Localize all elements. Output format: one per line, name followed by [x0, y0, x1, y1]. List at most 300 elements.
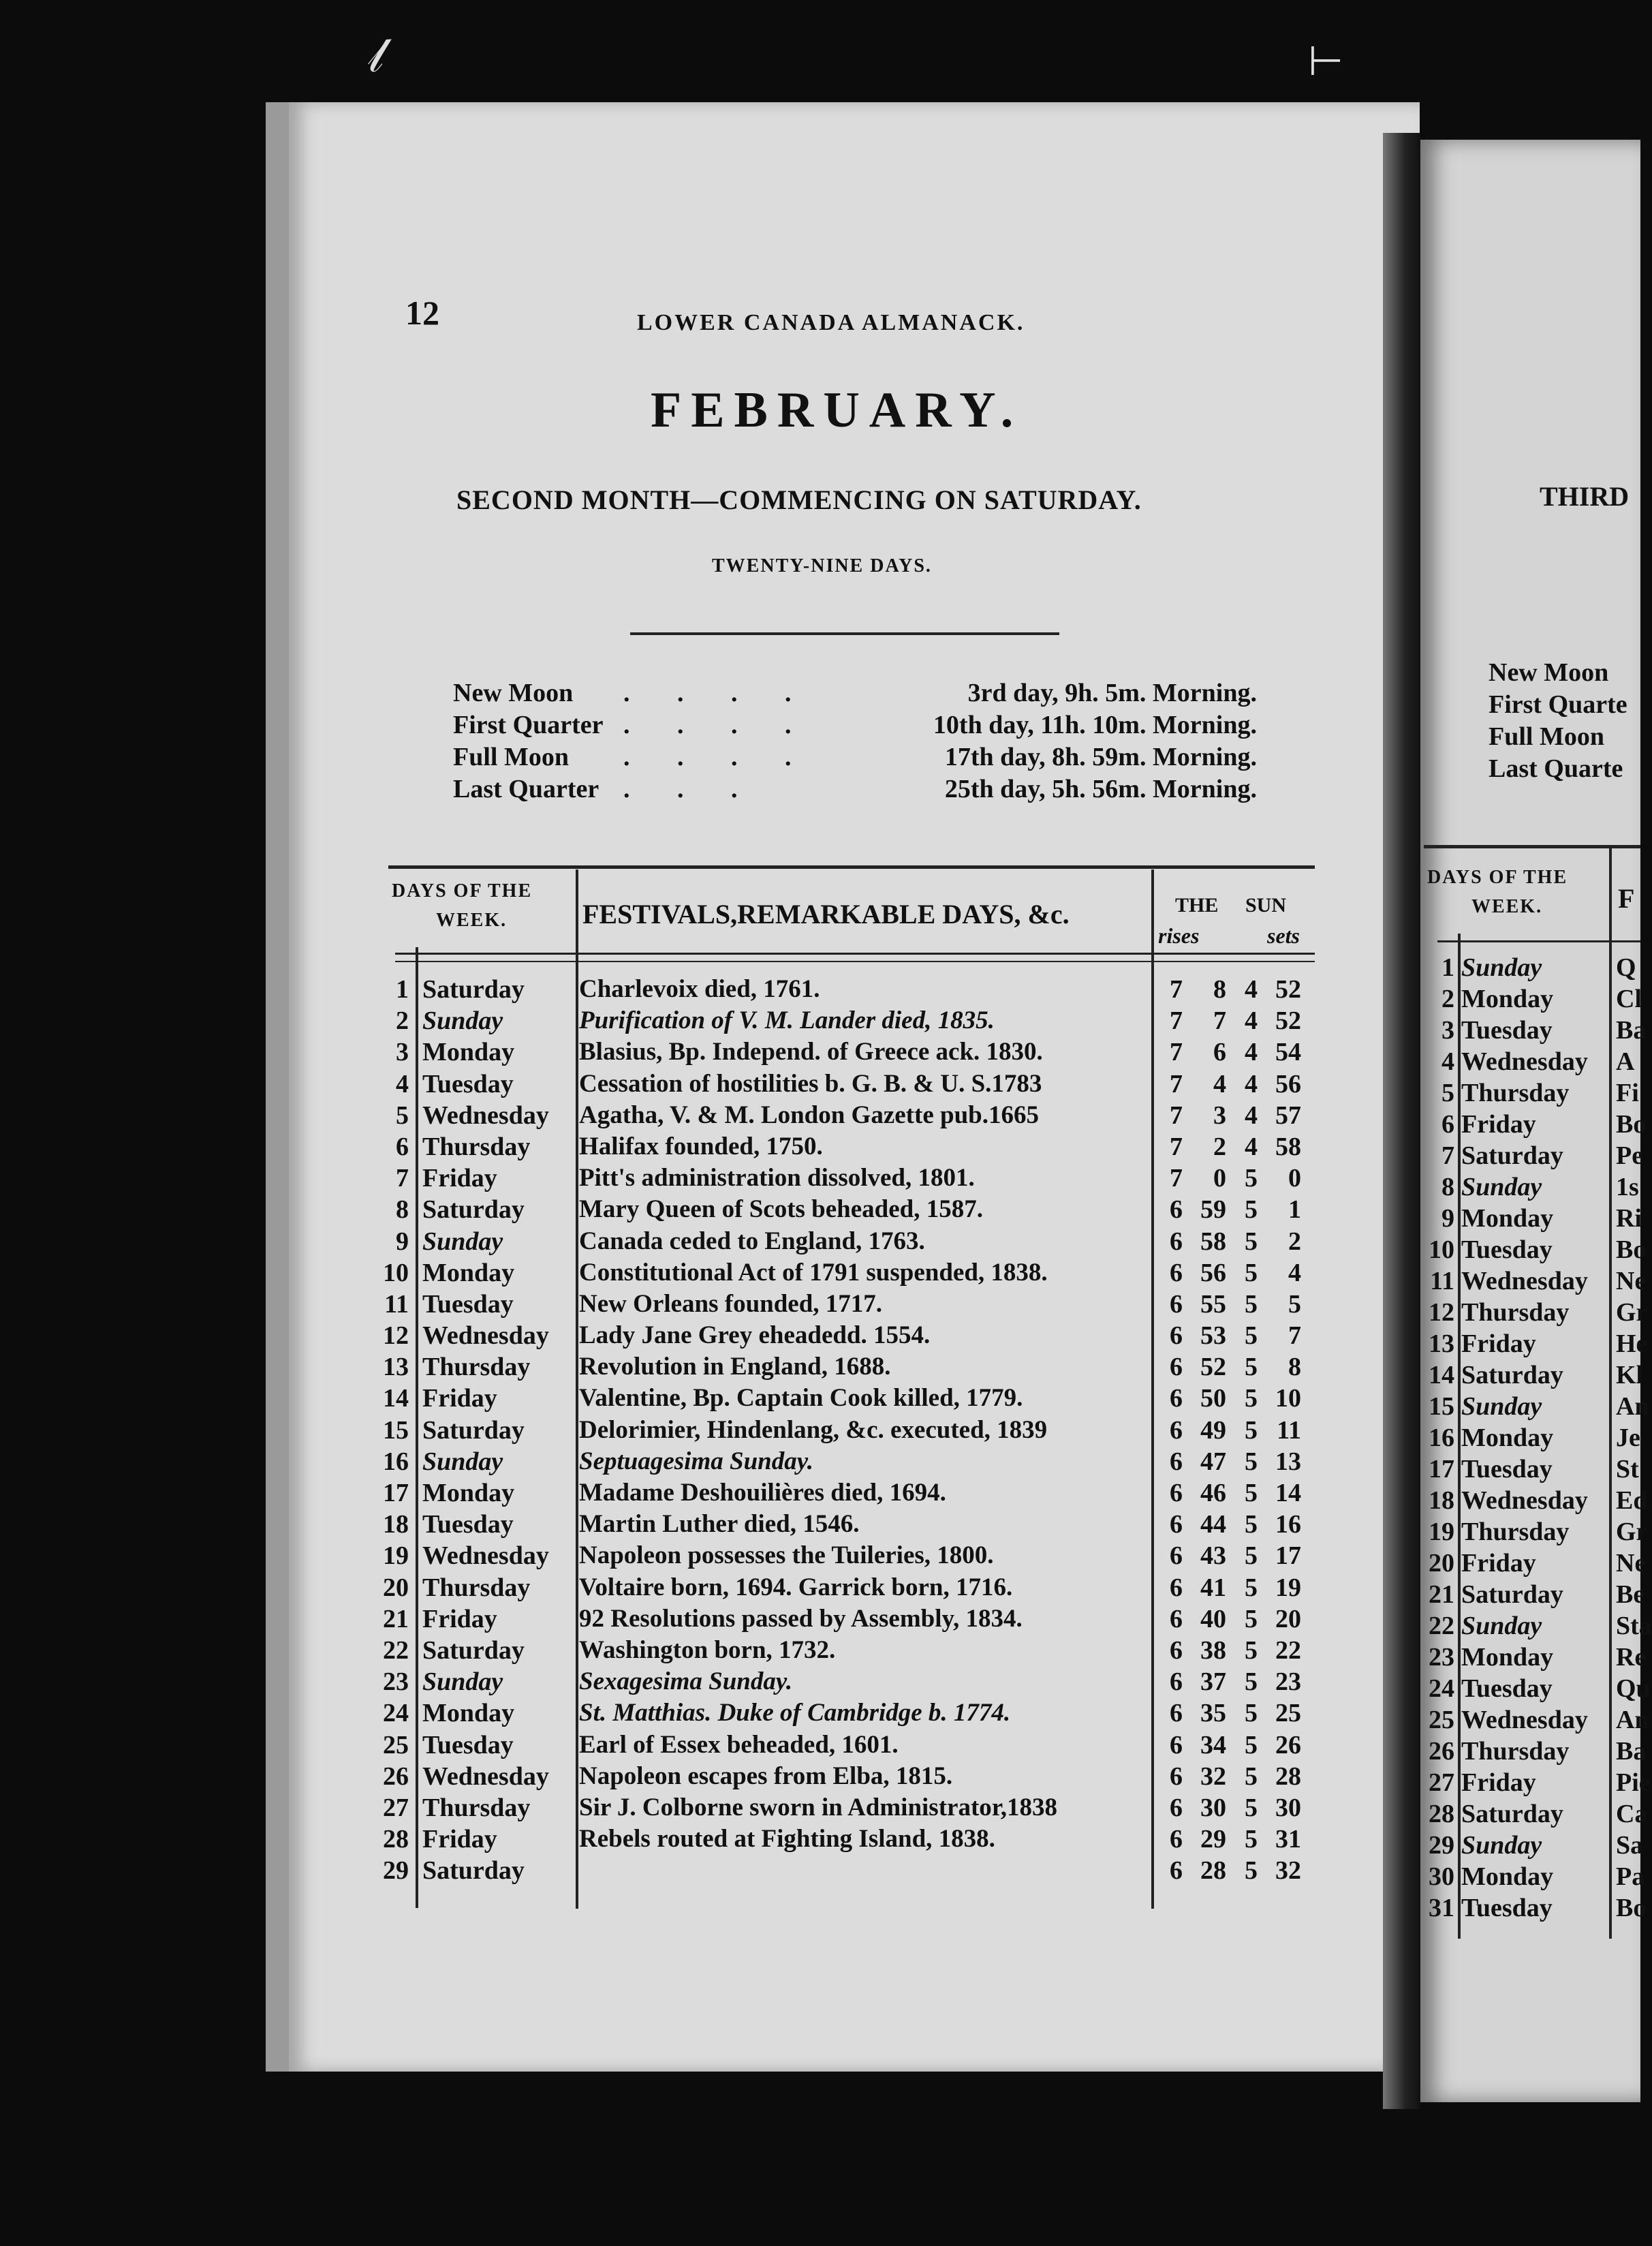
sunset-minute: 4 — [1288, 1258, 1301, 1287]
day-number: 13 — [383, 1353, 409, 1382]
days-count: TWENTY-NINE DAYS. — [712, 555, 932, 576]
header-rises: rises — [1158, 923, 1200, 948]
header-the: THE — [1175, 894, 1219, 917]
festival-text: St. Matthias. Duke of Cambridge b. 1774. — [579, 1699, 1011, 1727]
right-day-number: 10 — [1429, 1235, 1454, 1264]
right-day-number: 17 — [1429, 1455, 1454, 1483]
sunset-minute: 56 — [1275, 1069, 1301, 1098]
festival-text: Agatha, V. & M. London Gazette pub.1665 — [579, 1101, 1039, 1129]
sunset-hour: 5 — [1245, 1447, 1258, 1476]
weekday: Saturday — [422, 1195, 525, 1225]
sunset-minute: 2 — [1288, 1227, 1301, 1256]
sunset-hour: 5 — [1245, 1227, 1258, 1256]
table-row — [388, 1037, 1315, 1068]
day-number: 19 — [383, 1541, 409, 1571]
running-head: LOWER CANADA ALMANACK. — [637, 310, 1025, 335]
sunset-minute: 25 — [1275, 1699, 1301, 1728]
festival-text: Pitt's administration dissolved, 1801. — [579, 1164, 975, 1193]
sunrise-minute: 32 — [1200, 1762, 1226, 1791]
day-number: 6 — [396, 1132, 409, 1161]
right-weekday: Wednesday — [1461, 1267, 1588, 1295]
sunrise-minute: 58 — [1200, 1227, 1226, 1256]
sunrise-minute: 44 — [1200, 1510, 1226, 1539]
right-festival-fragment: Je — [1616, 1424, 1640, 1452]
right-weekday: Thursday — [1461, 1298, 1570, 1327]
table-row — [383, 1352, 1315, 1383]
right-weekday: Tuesday — [1461, 1235, 1553, 1264]
weekday: Monday — [422, 1258, 515, 1287]
sunrise-hour: 6 — [1170, 1258, 1183, 1287]
festival-text: Madame Deshouilières died, 1694. — [579, 1479, 946, 1507]
sunset-hour: 5 — [1245, 1510, 1258, 1539]
right-weekday: Sunday — [1461, 1831, 1542, 1860]
moon-phase-row — [453, 710, 1257, 742]
right-day-number: 15 — [1429, 1392, 1454, 1421]
right-weekday: Tuesday — [1461, 1674, 1553, 1703]
table-row — [383, 1447, 1315, 1478]
right-column-rule — [1609, 848, 1612, 1939]
right-weekday: Saturday — [1461, 1361, 1563, 1389]
right-day-number: 16 — [1429, 1424, 1454, 1452]
sunset-minute: 52 — [1275, 1006, 1301, 1036]
sunrise-hour: 6 — [1170, 1667, 1183, 1697]
moon-phase-row — [453, 678, 1257, 710]
right-weekday: Thursday — [1461, 1518, 1570, 1546]
right-weekday: Tuesday — [1461, 1894, 1553, 1922]
table-row — [383, 1667, 1315, 1698]
sunset-hour: 5 — [1245, 1730, 1258, 1759]
sunrise-minute: 52 — [1200, 1353, 1226, 1382]
day-number: 10 — [383, 1258, 409, 1287]
leader-dots: . . . . — [623, 743, 812, 771]
right-day-number: 23 — [1429, 1643, 1454, 1672]
sunrise-hour: 7 — [1170, 1038, 1183, 1067]
weekday: Thursday — [422, 1353, 531, 1382]
right-day-number: 31 — [1429, 1894, 1454, 1922]
right-festival-fragment: Ri — [1616, 1204, 1642, 1233]
sunrise-minute: 56 — [1200, 1258, 1226, 1287]
sunrise-minute: 4 — [1213, 1069, 1226, 1098]
festival-text: Voltaire born, 1694. Garrick born, 1716. — [579, 1573, 1013, 1601]
table-row — [383, 1856, 1315, 1887]
right-festival-fragment: Ne — [1616, 1267, 1647, 1295]
right-day-number: 5 — [1441, 1079, 1454, 1107]
sunset-hour: 5 — [1245, 1321, 1258, 1351]
festival-text: Rebels routed at Fighting Island, 1838. — [579, 1825, 995, 1853]
weekday: Thursday — [422, 1132, 531, 1161]
weekday: Thursday — [422, 1573, 531, 1602]
right-festival-fragment: An — [1616, 1706, 1649, 1734]
right-weekday: Tuesday — [1461, 1016, 1553, 1045]
weekday: Saturday — [422, 1856, 525, 1886]
month-title: FEBRUARY. — [651, 382, 1023, 438]
festival-text: New Orleans founded, 1717. — [579, 1289, 883, 1318]
right-festival-fragment: Gr — [1616, 1298, 1648, 1327]
right-festival-fragment: Fi — [1616, 1079, 1639, 1107]
weekday: Saturday — [422, 975, 525, 1004]
sunset-hour: 5 — [1245, 1541, 1258, 1571]
moon-phase-row — [453, 774, 1257, 806]
right-column-rule — [1458, 934, 1461, 1939]
sunset-minute: 26 — [1275, 1730, 1301, 1759]
table-row — [383, 1573, 1315, 1604]
right-weekday: Monday — [1461, 1862, 1554, 1891]
day-number: 12 — [383, 1321, 409, 1351]
festival-text: Cessation of hostilities b. G. B. & U. S.1783 — [579, 1069, 1042, 1098]
right-festival-fragment: An — [1616, 1392, 1649, 1421]
day-number: 26 — [383, 1762, 409, 1791]
weekday: Tuesday — [422, 1069, 514, 1098]
sunset-hour: 5 — [1245, 1384, 1258, 1413]
weekday: Friday — [422, 1604, 497, 1633]
right-day-number: 28 — [1429, 1800, 1454, 1828]
festival-text: Valentine, Bp. Captain Cook killed, 1779. — [579, 1384, 1023, 1413]
sunrise-hour: 6 — [1170, 1573, 1183, 1602]
day-number: 23 — [383, 1667, 409, 1697]
day-number: 25 — [383, 1730, 409, 1759]
right-festival-fragment: St — [1616, 1455, 1639, 1483]
header-rule — [395, 953, 1315, 955]
sunset-minute: 30 — [1275, 1793, 1301, 1822]
table-row — [388, 1006, 1315, 1037]
weekday: Sunday — [422, 1667, 503, 1697]
sunset-hour: 5 — [1245, 1793, 1258, 1822]
sunrise-minute: 47 — [1200, 1447, 1226, 1476]
day-number: 2 — [396, 1006, 409, 1036]
weekday: Monday — [422, 1038, 515, 1067]
festival-text: Sir J. Colborne sworn in Administrator,1838 — [579, 1793, 1058, 1821]
day-number: 16 — [383, 1447, 409, 1476]
table-row — [388, 1163, 1315, 1195]
sunrise-minute: 37 — [1200, 1667, 1226, 1697]
sunset-hour: 5 — [1245, 1195, 1258, 1225]
sunset-minute: 31 — [1275, 1825, 1301, 1854]
right-festival-fragment: Gr — [1616, 1518, 1648, 1546]
sunrise-hour: 6 — [1170, 1384, 1183, 1413]
sunrise-minute: 53 — [1200, 1321, 1226, 1351]
right-festival-fragment: Bo — [1616, 1894, 1647, 1922]
right-weekday: Sunday — [1461, 953, 1542, 982]
sunset-minute: 10 — [1275, 1384, 1301, 1413]
day-number: 4 — [396, 1069, 409, 1098]
table-top-rule — [388, 865, 1315, 869]
right-festival-fragment: Ba — [1616, 1737, 1647, 1766]
festival-text: Charlevoix died, 1761. — [579, 975, 820, 1003]
sunset-hour: 5 — [1245, 1667, 1258, 1697]
day-number: 27 — [383, 1793, 409, 1822]
sunrise-hour: 6 — [1170, 1510, 1183, 1539]
right-header-days-line2: WEEK. — [1471, 896, 1543, 917]
table-row — [383, 1604, 1315, 1635]
right-moon-phase: Full Moon — [1489, 722, 1604, 751]
sunset-hour: 5 — [1245, 1825, 1258, 1854]
right-festival-fragment: Pa — [1616, 1862, 1645, 1891]
day-number: 21 — [383, 1604, 409, 1633]
sunrise-hour: 7 — [1170, 1069, 1183, 1098]
sunrise-hour: 6 — [1170, 1699, 1183, 1728]
festival-text: Septuagesima Sunday. — [579, 1447, 814, 1475]
day-number: 9 — [396, 1227, 409, 1256]
table-row — [388, 974, 1315, 1006]
table-row — [388, 1227, 1315, 1258]
table-row — [383, 1824, 1315, 1856]
sunset-minute: 0 — [1288, 1164, 1301, 1193]
moon-phase-row — [453, 742, 1257, 774]
table-row — [383, 1509, 1315, 1541]
sunrise-minute: 35 — [1200, 1699, 1226, 1728]
header-sun: SUN — [1245, 894, 1287, 917]
table-row — [383, 1541, 1315, 1572]
right-day-number: 26 — [1429, 1737, 1454, 1766]
right-day-number: 3 — [1441, 1016, 1454, 1045]
table-row — [383, 1698, 1315, 1729]
right-header-festivals: F — [1618, 883, 1635, 914]
sunrise-hour: 6 — [1170, 1762, 1183, 1791]
leader-dots: . . . — [623, 775, 758, 803]
right-weekday: Thursday — [1461, 1079, 1570, 1107]
right-festival-fragment: Q — [1616, 953, 1636, 982]
right-festival-fragment: Ca — [1616, 1800, 1648, 1828]
table-row — [384, 1289, 1315, 1321]
right-day-number: 1 — [1441, 953, 1454, 982]
sunrise-hour: 7 — [1170, 1132, 1183, 1161]
table-row — [388, 1132, 1315, 1163]
festival-text: Sexagesima Sunday. — [579, 1667, 793, 1696]
day-number: 29 — [383, 1856, 409, 1886]
right-day-number: 27 — [1429, 1768, 1454, 1797]
sunset-hour: 5 — [1245, 1573, 1258, 1602]
sunrise-minute: 34 — [1200, 1730, 1226, 1759]
sunset-hour: 5 — [1245, 1604, 1258, 1633]
right-day-number: 21 — [1429, 1580, 1454, 1609]
day-number: 28 — [383, 1825, 409, 1854]
moon-phase-name: Last Quarter — [453, 775, 599, 803]
sunset-hour: 5 — [1245, 1762, 1258, 1791]
weekday: Tuesday — [422, 1510, 514, 1539]
sunrise-hour: 6 — [1170, 1321, 1183, 1351]
right-day-number: 20 — [1429, 1549, 1454, 1578]
day-number: 7 — [396, 1164, 409, 1193]
sunset-hour: 5 — [1245, 1699, 1258, 1728]
festival-text: Blasius, Bp. Independ. of Greece ack. 1830. — [579, 1038, 1043, 1066]
table-row — [383, 1635, 1315, 1667]
right-day-number: 11 — [1430, 1267, 1454, 1295]
sunrise-hour: 6 — [1170, 1415, 1183, 1445]
right-day-number: 4 — [1441, 1047, 1454, 1076]
right-weekday: Saturday — [1461, 1800, 1563, 1828]
table-row — [383, 1321, 1315, 1352]
weekday: Friday — [422, 1825, 497, 1854]
sunset-hour: 4 — [1245, 975, 1258, 1004]
moon-phase-time: 17th day, 8h. 59m. Morning. — [944, 743, 1257, 771]
sunset-minute: 16 — [1275, 1510, 1301, 1539]
right-festival-fragment: Ba — [1616, 1016, 1647, 1045]
festival-text: Martin Luther died, 1546. — [579, 1510, 860, 1539]
right-weekday: Friday — [1461, 1549, 1536, 1578]
right-day-number: 25 — [1429, 1706, 1454, 1734]
right-day-number: 18 — [1429, 1486, 1454, 1515]
weekday: Wednesday — [422, 1762, 549, 1791]
sunrise-hour: 6 — [1170, 1541, 1183, 1571]
sunrise-hour: 6 — [1170, 1353, 1183, 1382]
sunrise-hour: 7 — [1170, 1101, 1183, 1130]
day-number: 5 — [396, 1101, 409, 1130]
day-number: 20 — [383, 1573, 409, 1602]
festival-text: Delorimier, Hindenlang, &c. executed, 1839 — [579, 1415, 1048, 1444]
sunrise-hour: 6 — [1170, 1227, 1183, 1256]
right-weekday: Sunday — [1461, 1392, 1542, 1421]
sunrise-minute: 2 — [1213, 1132, 1226, 1161]
sunset-minute: 17 — [1275, 1541, 1301, 1571]
table-row — [383, 1383, 1315, 1415]
right-day-number: 2 — [1441, 985, 1454, 1013]
right-moon-phase: New Moon — [1489, 658, 1609, 687]
weekday: Wednesday — [422, 1541, 549, 1571]
festival-text: 92 Resolutions passed by Assembly, 1834. — [579, 1604, 1023, 1633]
sunset-hour: 4 — [1245, 1132, 1258, 1161]
weekday: Sunday — [422, 1447, 503, 1476]
right-day-number: 12 — [1429, 1298, 1454, 1327]
right-festival-fragment: Sa — [1616, 1831, 1644, 1860]
sunset-minute: 58 — [1275, 1132, 1301, 1161]
table-row — [388, 1195, 1315, 1226]
festival-text: Mary Queen of Scots beheaded, 1587. — [579, 1195, 983, 1224]
right-day-number: 6 — [1441, 1110, 1454, 1139]
moon-phase-name: Full Moon — [453, 743, 569, 771]
page-gutter — [1383, 133, 1420, 2109]
moon-phase-time: 10th day, 11h. 10m. Morning. — [933, 711, 1257, 739]
table-row — [383, 1793, 1315, 1824]
right-weekday: Saturday — [1461, 1141, 1563, 1170]
festival-text: Halifax founded, 1750. — [579, 1132, 823, 1160]
page-number: 12 — [405, 294, 439, 332]
header-days-line2: WEEK. — [436, 910, 508, 931]
day-number: 18 — [383, 1510, 409, 1539]
sunrise-minute: 40 — [1200, 1604, 1226, 1633]
day-number: 24 — [383, 1699, 409, 1728]
divider-rule — [630, 632, 1059, 635]
sunset-minute: 32 — [1275, 1856, 1301, 1886]
right-weekday: Wednesday — [1461, 1047, 1588, 1076]
right-weekday: Tuesday — [1461, 1455, 1553, 1483]
sunset-hour: 5 — [1245, 1258, 1258, 1287]
moon-phase-name: First Quarter — [453, 711, 604, 739]
moon-phases — [453, 678, 1257, 806]
sunset-hour: 5 — [1245, 1164, 1258, 1193]
weekday: Thursday — [422, 1793, 531, 1822]
sunset-minute: 54 — [1275, 1038, 1301, 1067]
table-row — [383, 1730, 1315, 1762]
header-rule — [395, 961, 1315, 962]
sunrise-hour: 6 — [1170, 1635, 1183, 1665]
sunrise-minute: 41 — [1200, 1573, 1226, 1602]
right-day-number: 13 — [1429, 1329, 1454, 1358]
day-number: 22 — [383, 1635, 409, 1665]
right-day-number: 22 — [1429, 1612, 1454, 1640]
sunset-minute: 23 — [1275, 1667, 1301, 1697]
weekday: Tuesday — [422, 1289, 514, 1319]
sunrise-minute: 50 — [1200, 1384, 1226, 1413]
sunset-hour: 5 — [1245, 1479, 1258, 1507]
day-number: 17 — [383, 1479, 409, 1507]
header-sets: sets — [1267, 923, 1300, 948]
right-moon-phase: First Quarte — [1489, 690, 1627, 719]
right-day-number: 14 — [1429, 1361, 1454, 1389]
sunset-minute: 22 — [1275, 1635, 1301, 1665]
table-row — [388, 1069, 1315, 1101]
sunrise-minute: 55 — [1200, 1289, 1226, 1319]
header-festivals: FESTIVALS,REMARKABLE DAYS, &c. — [582, 899, 1070, 929]
sunrise-minute: 7 — [1213, 1006, 1226, 1036]
table-row — [383, 1478, 1315, 1509]
sunrise-hour: 6 — [1170, 1195, 1183, 1225]
day-number: 14 — [383, 1384, 409, 1413]
right-festival-fragment: Pe — [1616, 1141, 1644, 1170]
weekday: Friday — [422, 1384, 497, 1413]
sunrise-minute: 38 — [1200, 1635, 1226, 1665]
weekday: Sunday — [422, 1227, 503, 1256]
moon-phase-time: 3rd day, 9h. 5m. Morning. — [967, 679, 1257, 707]
right-festival-fragment: Pie — [1616, 1768, 1651, 1797]
festival-text: Revolution in England, 1688. — [579, 1353, 891, 1381]
sunset-hour: 4 — [1245, 1006, 1258, 1036]
sunrise-hour: 7 — [1170, 1164, 1183, 1193]
table-row — [383, 1258, 1315, 1289]
weekday: Wednesday — [422, 1321, 549, 1351]
right-header-days-line1: DAYS OF THE — [1427, 867, 1568, 888]
day-number: 3 — [396, 1038, 409, 1067]
sunrise-minute: 0 — [1213, 1164, 1226, 1193]
festival-text: Constitutional Act of 1791 suspended, 1838. — [579, 1258, 1048, 1287]
sunrise-minute: 46 — [1200, 1479, 1226, 1507]
weekday: Monday — [422, 1699, 515, 1728]
day-number: 8 — [396, 1195, 409, 1225]
sunrise-minute: 3 — [1213, 1101, 1226, 1130]
sunrise-hour: 7 — [1170, 1006, 1183, 1036]
right-festival-fragment: A — [1616, 1047, 1635, 1076]
festival-text: Washington born, 1732. — [579, 1635, 836, 1664]
right-weekday: Monday — [1461, 985, 1554, 1013]
sunrise-minute: 29 — [1200, 1825, 1226, 1854]
right-weekday: Wednesday — [1461, 1486, 1588, 1515]
leader-dots: . . . . — [623, 679, 812, 707]
sunrise-minute: 59 — [1200, 1195, 1226, 1225]
sunset-hour: 5 — [1245, 1289, 1258, 1319]
right-festival-fragment: Qu — [1616, 1674, 1651, 1703]
sunset-hour: 4 — [1245, 1038, 1258, 1067]
weekday: Wednesday — [422, 1101, 549, 1130]
right-day-number: 8 — [1441, 1173, 1454, 1201]
right-weekday: Monday — [1461, 1204, 1554, 1233]
sunrise-minute: 30 — [1200, 1793, 1226, 1822]
right-weekday: Sunday — [1461, 1612, 1542, 1640]
sunset-minute: 1 — [1288, 1195, 1301, 1225]
right-festival-fragment: Sta — [1616, 1612, 1652, 1640]
right-festival-fragment: Bo — [1616, 1110, 1647, 1139]
sunset-hour: 5 — [1245, 1856, 1258, 1886]
sunrise-hour: 6 — [1170, 1793, 1183, 1822]
moon-phase-time: 25th day, 5h. 56m. Morning. — [944, 775, 1257, 803]
right-festival-fragment: 1s — [1616, 1173, 1639, 1201]
table-row — [388, 1101, 1315, 1132]
sunrise-minute: 43 — [1200, 1541, 1226, 1571]
right-weekday: Friday — [1461, 1110, 1536, 1139]
table-row — [383, 1762, 1315, 1793]
table-row — [383, 1415, 1315, 1447]
sunset-minute: 19 — [1275, 1573, 1301, 1602]
right-table-top-rule — [1424, 845, 1640, 848]
right-weekday: Saturday — [1461, 1580, 1563, 1609]
